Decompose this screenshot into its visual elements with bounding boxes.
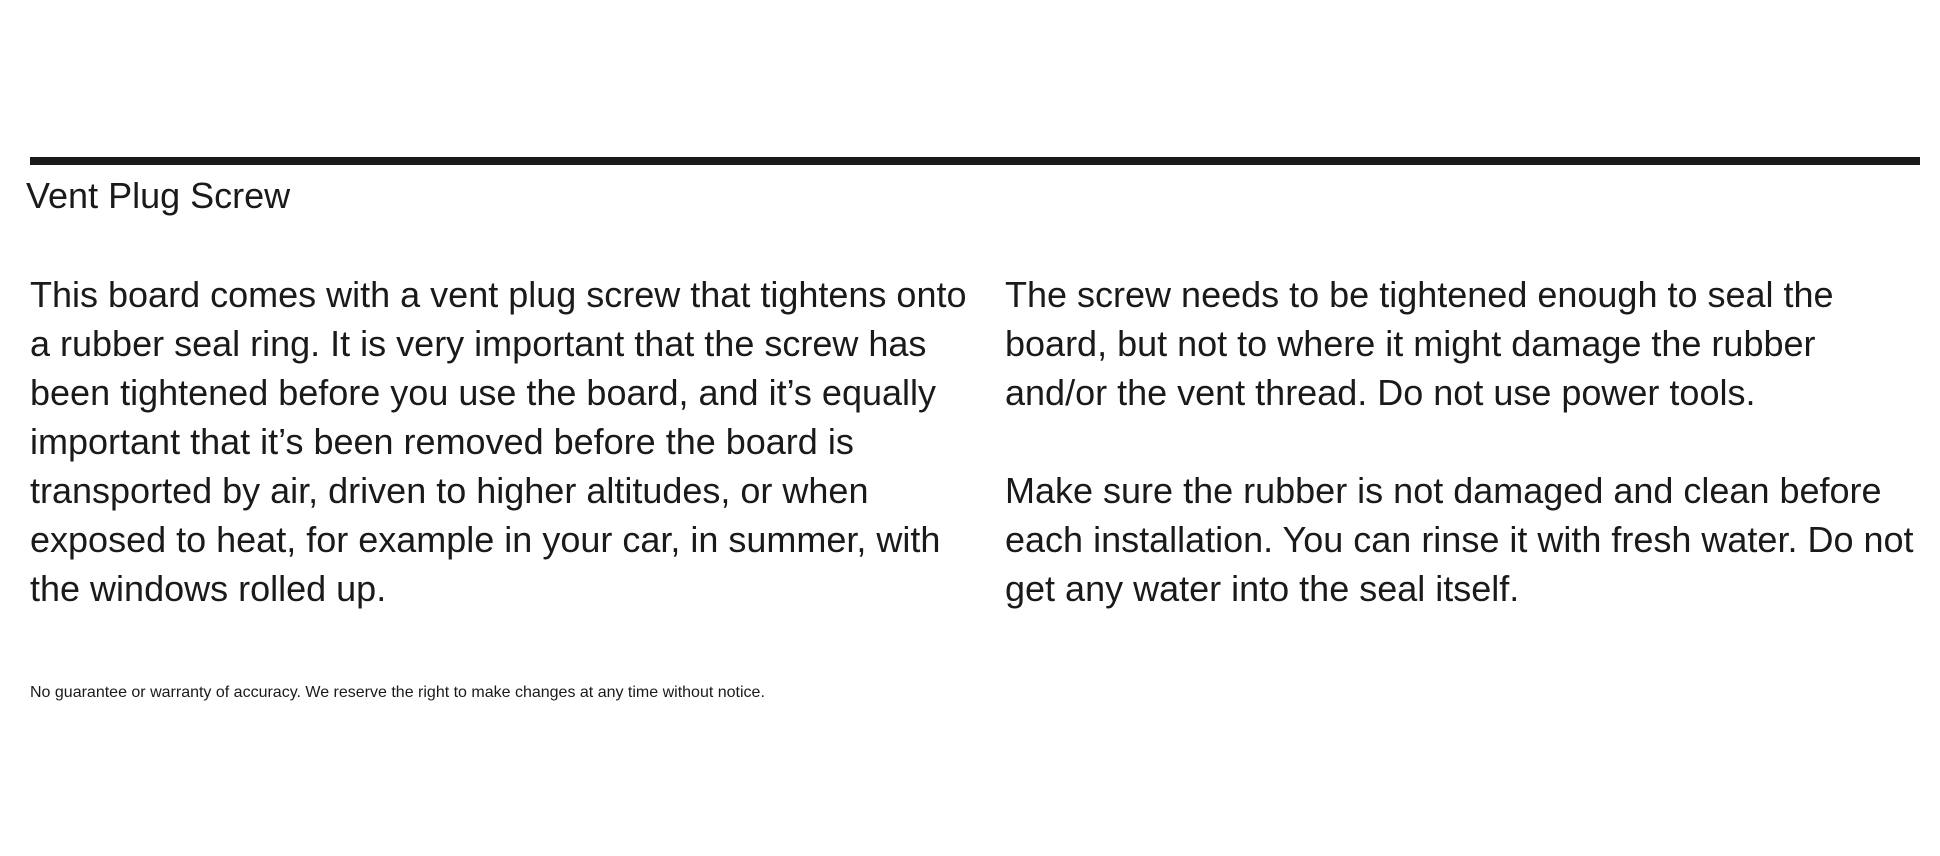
left-column [30,270,970,613]
disclaimer-text: No guarantee or warranty of accuracy. We reserve the right to make changes at any time without notice. [30,684,765,701]
right-column [1005,270,1920,613]
section-title: Vent Plug Screw [26,175,291,216]
right-paragraph-1: The screw needs to be tightened enough to seal the board, but not to where it might damage the rubber and/or the vent thread. Do not use power tools. [1005,274,1834,413]
left-paragraph: This board comes with a vent plug screw that tightens onto a rubber seal ring. It is very important that the screw has been tightened before you use the board, and it’s equally important that it’s been removed before the board is transported by air, driven to higher altitudes, or when exposed to heat, for example in your car, in summer, with the windows rolled up. [30,274,967,609]
section-divider [30,157,1920,165]
right-paragraph-2: Make sure the rubber is not damaged and clean before each installation. You can rinse it with fresh water. Do not get any water into the seal itself. [1005,470,1914,609]
